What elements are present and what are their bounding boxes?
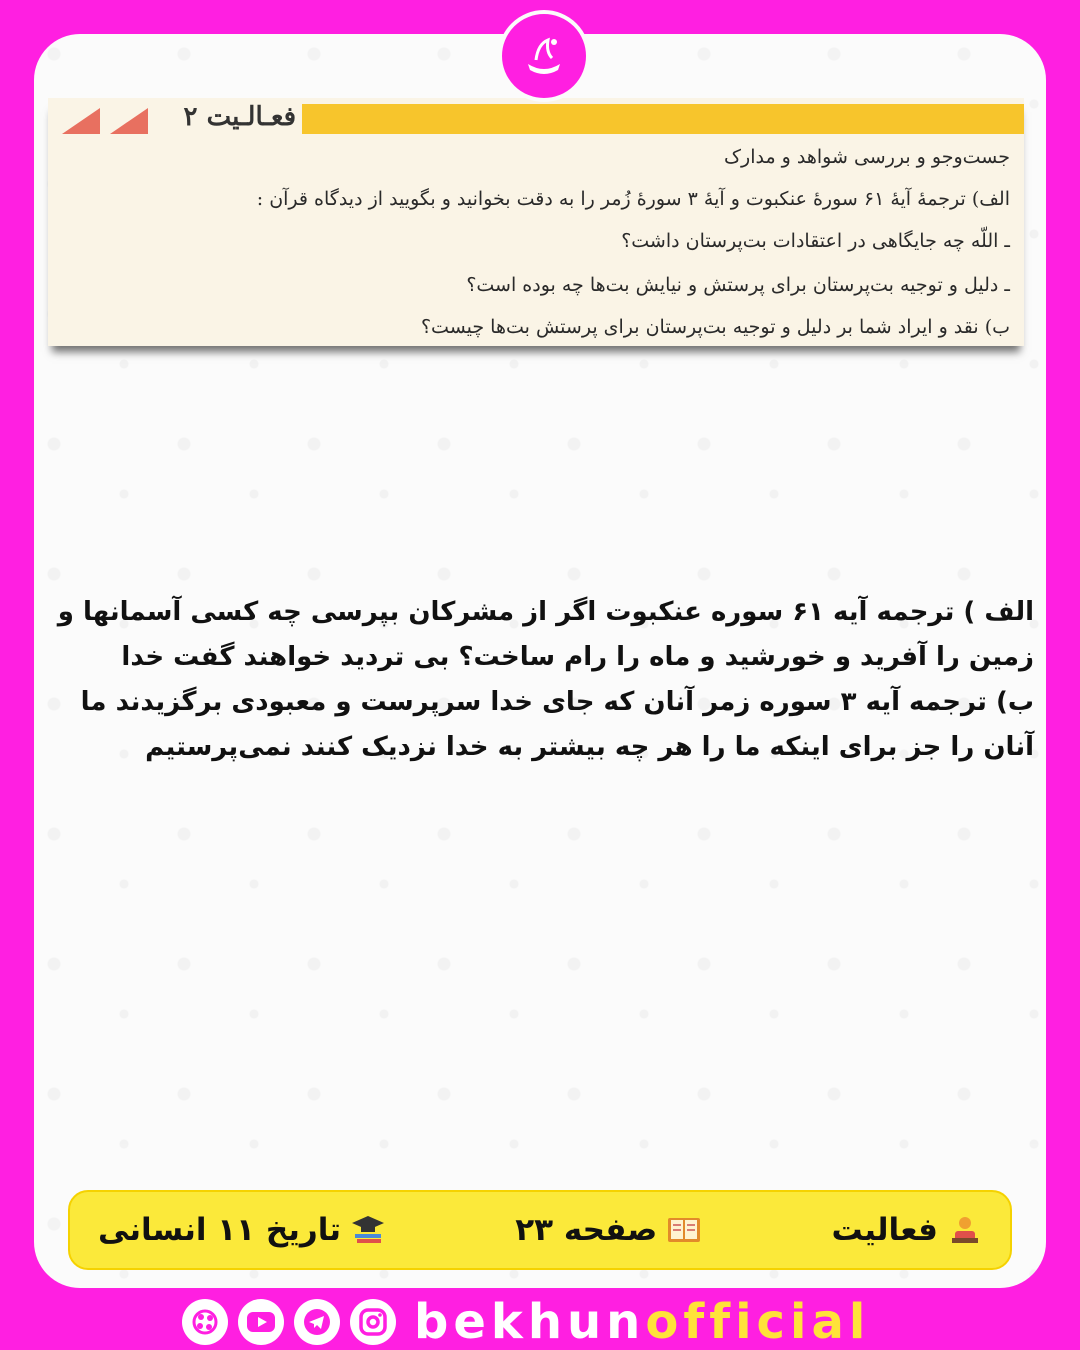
scan-line: الف) ترجمهٔ آیهٔ ۶۱ سورهٔ عنکبوت و آیهٔ ۳ سورهٔ زُمر را به دقت بخوانید و بگویید از دیدگاه قرآن : [256, 188, 1010, 210]
scan-heading: جست‌وجو و بررسی شواهد و مدارک [724, 146, 1010, 168]
info-bar [68, 1190, 1012, 1270]
telegram-icon[interactable] [294, 1299, 340, 1345]
textbook-scan [48, 98, 1024, 346]
scan-line: ب) نقد و ایراد شما بر دلیل و توجیه بت‌پرستان برای پرستش بت‌ها چیست؟ [420, 316, 1010, 338]
answer-line: زمین را آفرید و خورشید و ماه را رام ساخت؟ بی تردید خواهند گفت خدا [121, 642, 1034, 672]
answer-line: الف ) ترجمه آیه ۶۱ سوره عنکبوت اگر از مشرکان بپرسی چه کسی آسمانها و [57, 597, 1034, 627]
page-text: صفحه ۲۳ [515, 1212, 658, 1248]
page-label [515, 1212, 701, 1248]
youtube-icon[interactable] [238, 1299, 284, 1345]
scan-title: فعـالـیت ۲ [183, 102, 296, 132]
answer-line: آنان را جز برای اینکه ما را هر چه بیشتر به خدا نزدیک کنند نمی‌پرستیم [145, 732, 1034, 762]
brand-part-1: bekhun [414, 1294, 646, 1350]
scan-triangle [62, 108, 100, 134]
scan-title-bar [302, 104, 1024, 134]
answer-line: ب) ترجمه آیه ۳ سوره زمر آنان که جای خدا سرپرست و معبودی برگزیدند ما [80, 687, 1034, 717]
brand-name [414, 1294, 870, 1350]
content-card [34, 34, 1046, 1288]
subject-text: تاریخ ۱۱ انسانی [98, 1212, 342, 1248]
subject-label [98, 1212, 385, 1248]
answer-text [34, 590, 1034, 770]
scan-line: ـ اللّه چه جایگاهی در اعتقادات بت‌پرستان داشت؟ [621, 230, 1010, 252]
instagram-icon[interactable] [350, 1299, 396, 1345]
graduation-cap-icon [351, 1213, 385, 1247]
activity-text: فعالیت [831, 1212, 938, 1248]
scan-triangle [110, 108, 148, 134]
teacher-icon [948, 1213, 982, 1247]
book-icon [667, 1213, 701, 1247]
social-bar [182, 1294, 870, 1350]
activity-label [831, 1212, 982, 1248]
aparat-icon[interactable] [182, 1299, 228, 1345]
logo-icon [498, 10, 590, 102]
brand-part-2: official [645, 1294, 871, 1350]
scan-line: ـ دلیل و توجیه بت‌پرستان برای پرستش و نیایش بت‌ها چه بوده است؟ [466, 274, 1010, 296]
